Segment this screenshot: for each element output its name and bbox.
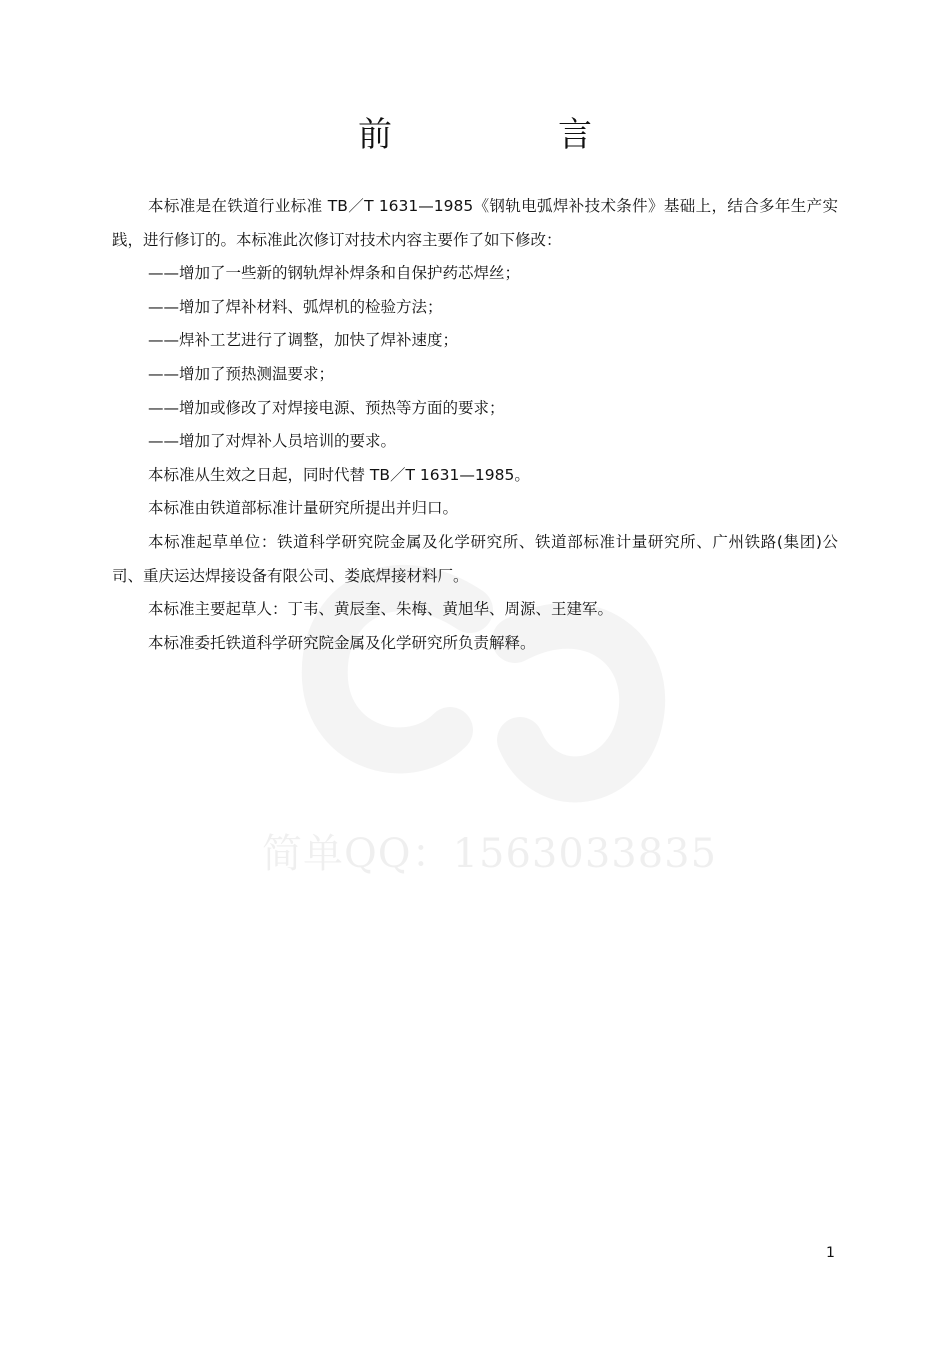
paragraph: 本标准起草单位：铁道科学研究院金属及化学研究所、铁道部标准计量研究所、广州铁路(集团)公司、重庆运达焊接设备有限公司、娄底焊接材料厂。 xyxy=(112,532,838,585)
document-body xyxy=(112,190,838,660)
page-title: 前 言 xyxy=(358,115,658,155)
paragraph: 本标准委托铁道科学研究院金属及化学研究所负责解释。 xyxy=(148,633,536,652)
paragraph: ——增加或修改了对焊接电源、预热等方面的要求； xyxy=(148,398,505,417)
page-number: 1 xyxy=(826,1245,835,1261)
paragraph: 本标准主要起草人：丁韦、黄辰奎、朱梅、黄旭华、周源、王建军。 xyxy=(148,600,614,619)
paragraph: ——增加了焊补材料、弧焊机的检验方法； xyxy=(148,297,443,316)
paragraph: ——增加了对焊补人员培训的要求。 xyxy=(148,432,397,451)
paragraph: 本标准从生效之日起，同时代替 TB／T 1631—1985。 xyxy=(148,465,530,484)
paragraph: 本标准是在铁道行业标准 TB／T 1631—1985《钢轨电弧焊补技术条件》基础上，结合多年生产实践，进行修订的。本标准此次修订对技术内容主要作了如下修改： xyxy=(112,197,838,249)
paragraph: ——焊补工艺进行了调整，加快了焊补速度； xyxy=(148,331,459,350)
paragraph: ——增加了预热测温要求； xyxy=(148,364,335,383)
watermark-text: 简单QQ：1563033835 xyxy=(262,831,718,877)
paragraph: ——增加了一些新的钢轨焊补焊条和自保护药芯焊丝； xyxy=(148,264,521,283)
paragraph: 本标准由铁道部标准计量研究所提出并归口。 xyxy=(148,499,459,518)
